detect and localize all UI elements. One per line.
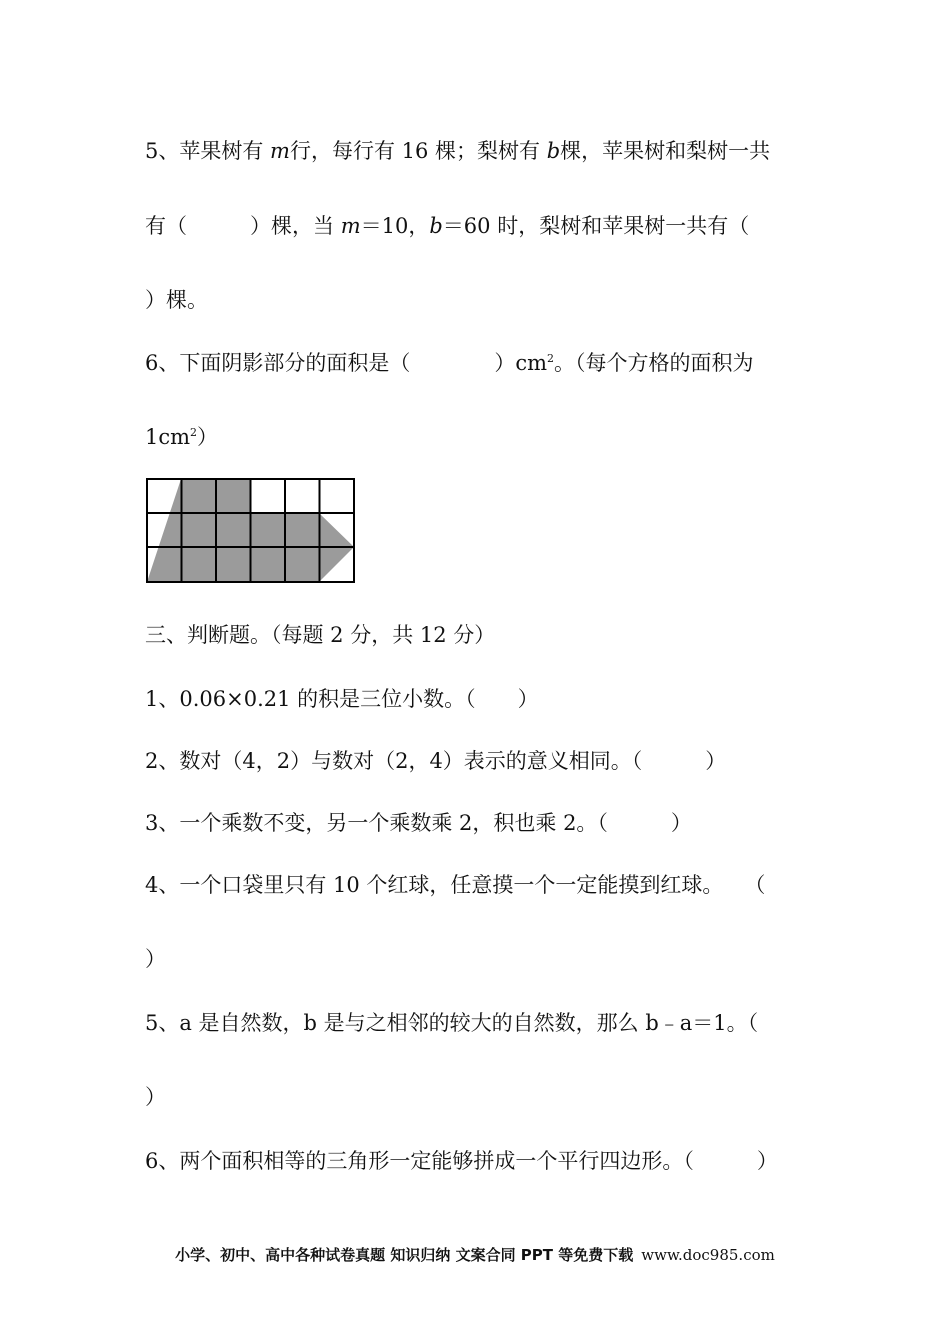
q5-text: ＝60 时，梨树和苹果树一共有（	[442, 214, 750, 238]
area-grid-figure	[146, 478, 358, 588]
judge-item-3: 3、一个乘数不变，另一个乘数乘 2，积也乘 2。（ ）	[145, 811, 692, 835]
judge-item-5: 5、a 是自然数，b 是与之相邻的较大的自然数，那么 b﹣a＝1。（	[145, 1011, 759, 1035]
q6-text: 1cm	[145, 425, 191, 449]
judge-item-2: 2、数对（4，2）与数对（2，4）表示的意义相同。（ ）	[145, 749, 727, 773]
judge-item-5-cont: ）	[145, 1085, 166, 1109]
var-b: b	[429, 214, 443, 238]
footer-banner	[0, 1244, 950, 1265]
var-m: m	[270, 139, 290, 163]
q5-line-2	[145, 211, 749, 241]
q5-line-3: ）棵。	[145, 288, 208, 312]
q5-line-1	[145, 136, 770, 166]
q5-text: 棵，苹果树和梨树一共	[560, 139, 771, 163]
q6-line-1	[145, 348, 754, 378]
q6-line-2	[145, 422, 218, 452]
q6-text: 6、下面阴影部分的面积是（ ）cm	[145, 351, 548, 375]
q5-text: 行，每行有 16 棵；梨树有	[289, 139, 547, 163]
grid-svg	[146, 478, 358, 584]
superscript: 2	[190, 426, 198, 439]
var-m: m	[340, 214, 361, 238]
q6-text: 。（每个方格的面积为	[554, 351, 754, 375]
footer-url[interactable]: www.doc985.com	[641, 1246, 775, 1264]
q5-text: 5、苹果树有	[145, 139, 271, 163]
judge-item-6: 6、两个面积相等的三角形一定能够拼成一个平行四边形。（ ）	[145, 1149, 778, 1173]
judge-item-4-cont: ）	[145, 947, 166, 971]
judge-item-4: 4、一个口袋里只有 10 个红球，任意摸一个一定能摸到红球。 （	[145, 873, 766, 897]
judge-item-1: 1、0.06×0.21 的积是三位小数。（ ）	[145, 687, 539, 711]
var-b: b	[546, 139, 561, 163]
q5-text: ＝10，	[360, 214, 430, 238]
section-3-title: 三、判断题。（每题 2 分，共 12 分）	[145, 623, 496, 647]
footer-text: 小学、初中、高中各种试卷真题 知识归纳 文案合同 PPT 等免费下载	[175, 1246, 634, 1264]
q6-text: ）	[197, 425, 219, 449]
q5-text: 有（ ）棵，当	[145, 214, 341, 238]
superscript: 2	[547, 352, 555, 365]
